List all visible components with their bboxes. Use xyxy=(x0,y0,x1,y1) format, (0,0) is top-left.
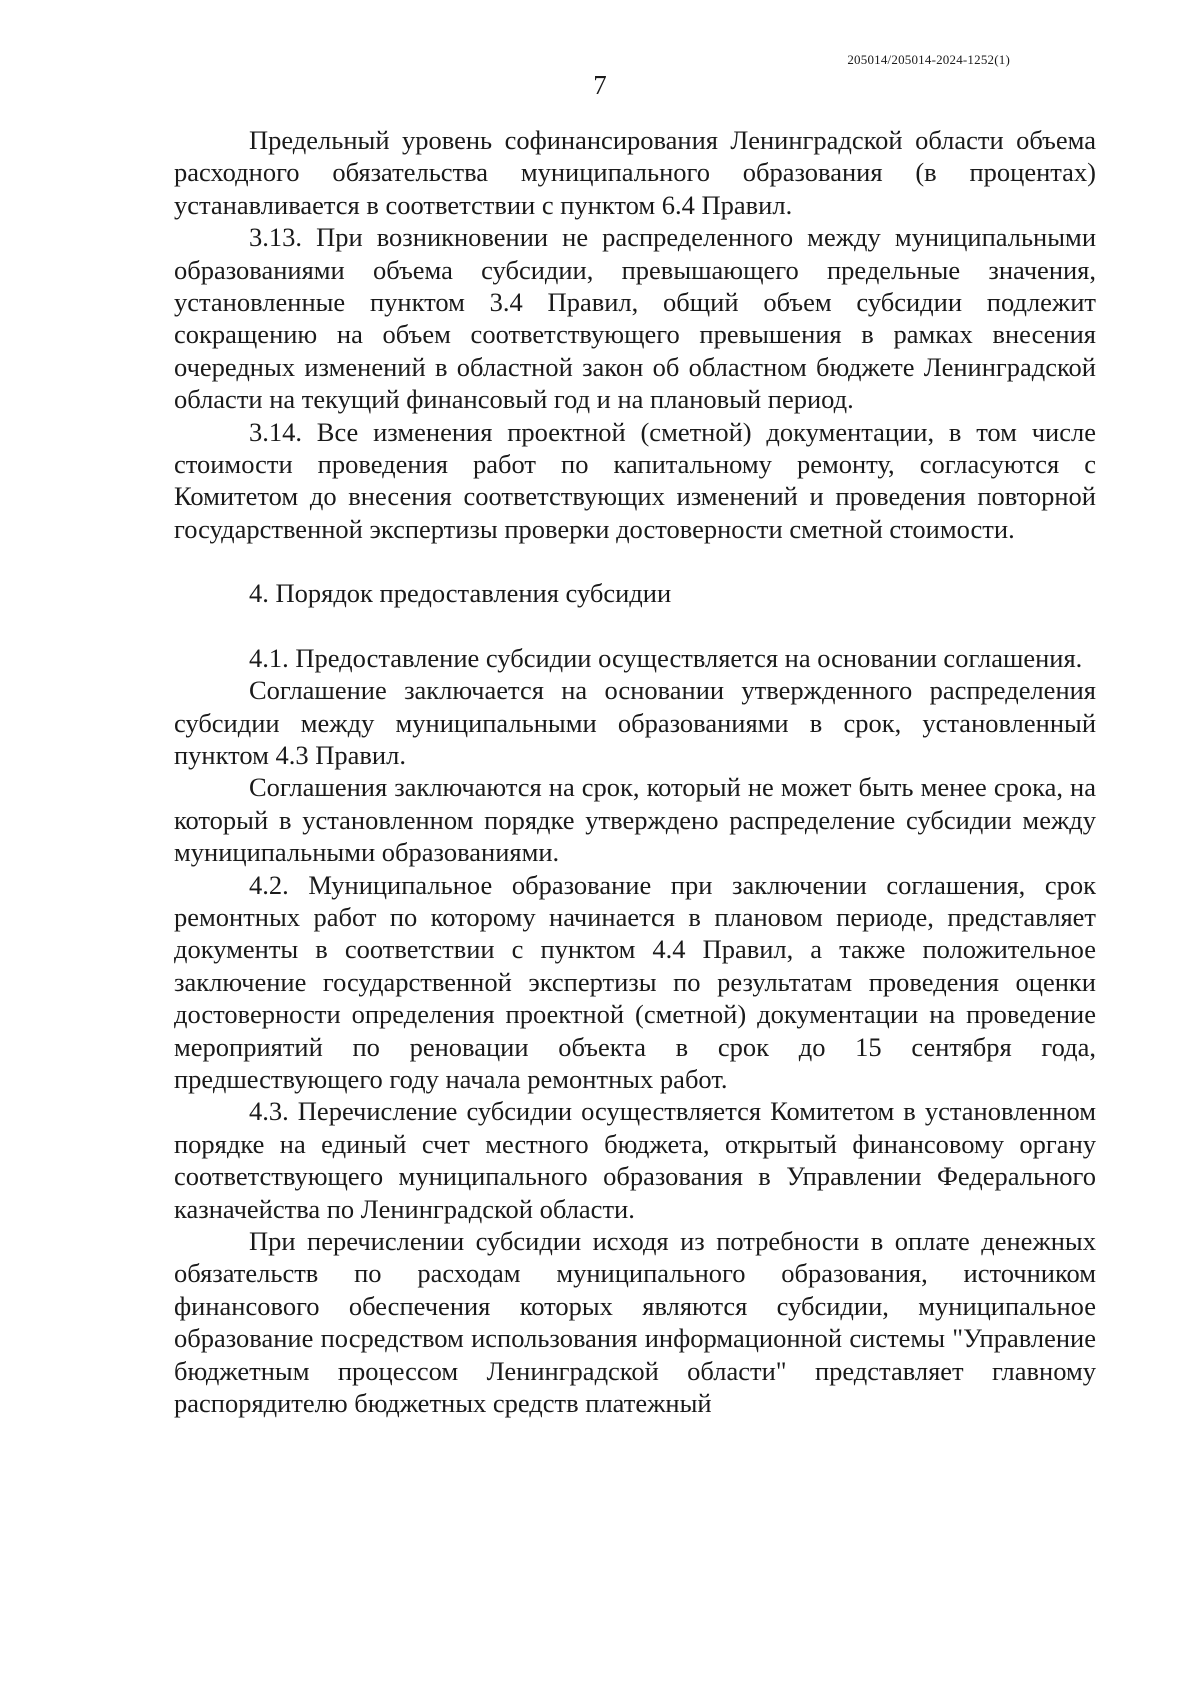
paragraph: Соглашение заключается на основании утвержденного распределения субсидии между муниципальными образованиями в срок, установленный пунктом 4.3 Правил. xyxy=(174,675,1096,770)
paragraph: Соглашения заключаются на срок, который не может быть менее срока, на который в установленном порядке утверждено распределение субсидии между муниципальными образованиями. xyxy=(174,772,1096,868)
paragraph: 4.1. Предоставление субсидии осуществляется на основании соглашения. xyxy=(249,642,1083,673)
paragraph: 3.13. При возникновении не распределенного между муниципальными образованиями объема субсидии, превышающего предельные значения, установленные пунктом 3.4 Правил, общий объем субсидии подлежит сокращению на объем соответствующего превышения в рамках внесения очередных изменений в областной закон об областном бюджете Ленинградской области на текущий финансовый год и на плановый период. xyxy=(174,222,1096,415)
paragraph: 3.14. Все изменения проектной (сметной) документации, в том числе стоимости проведения работ по капитальному ремонту, согласуются с Комитетом до внесения соответствующих изменений и проведения повторной государственной экспертизы проверки достоверности сметной стоимости. xyxy=(174,416,1096,544)
document-body xyxy=(174,124,1096,1419)
paragraph: При перечислении субсидии исходя из потребности в оплате денежных обязательств по расходам муниципального образования, источником финансового обеспечения которых являются субсидии, муниципальное образование посредством использования информационной системы "Управление бюджетным процессом Ленинградской области" представляет главному распорядителю бюджетных средств платежный xyxy=(174,1226,1096,1419)
page-number: 7 xyxy=(593,70,607,100)
paragraph: 4.3. Перечисление субсидии осуществляется Комитетом в установленном порядке на единый счет местного бюджета, открытый финансовому органу соответствующего муниципального образования в Управлении Федерального казначейства по Ленинградской области. xyxy=(174,1096,1096,1224)
paragraph: Предельный уровень софинансирования Ленинградской области объема расходного обязательства муниципального образования (в процентах) устанавливается в соответствии с пунктом 6.4 Правил. xyxy=(174,125,1096,220)
paragraph: 4.2. Муниципальное образование при заключении соглашения, срок ремонтных работ по которому начинается в плановом периоде, представляет документы в соответствии с пунктом 4.4 Правил, а также положительное заключение государственной экспертизы по результатам проведения оценки достоверности определения проектной (сметной) документации на проведение мероприятий по реновации объекта в срок до 15 сентября года, предшествующего году начала ремонтных работ. xyxy=(174,869,1096,1094)
section-heading: 4. Порядок предоставления субсидии xyxy=(249,578,672,609)
doc-number: 205014/205014-2024-1252(1) xyxy=(847,52,1010,67)
